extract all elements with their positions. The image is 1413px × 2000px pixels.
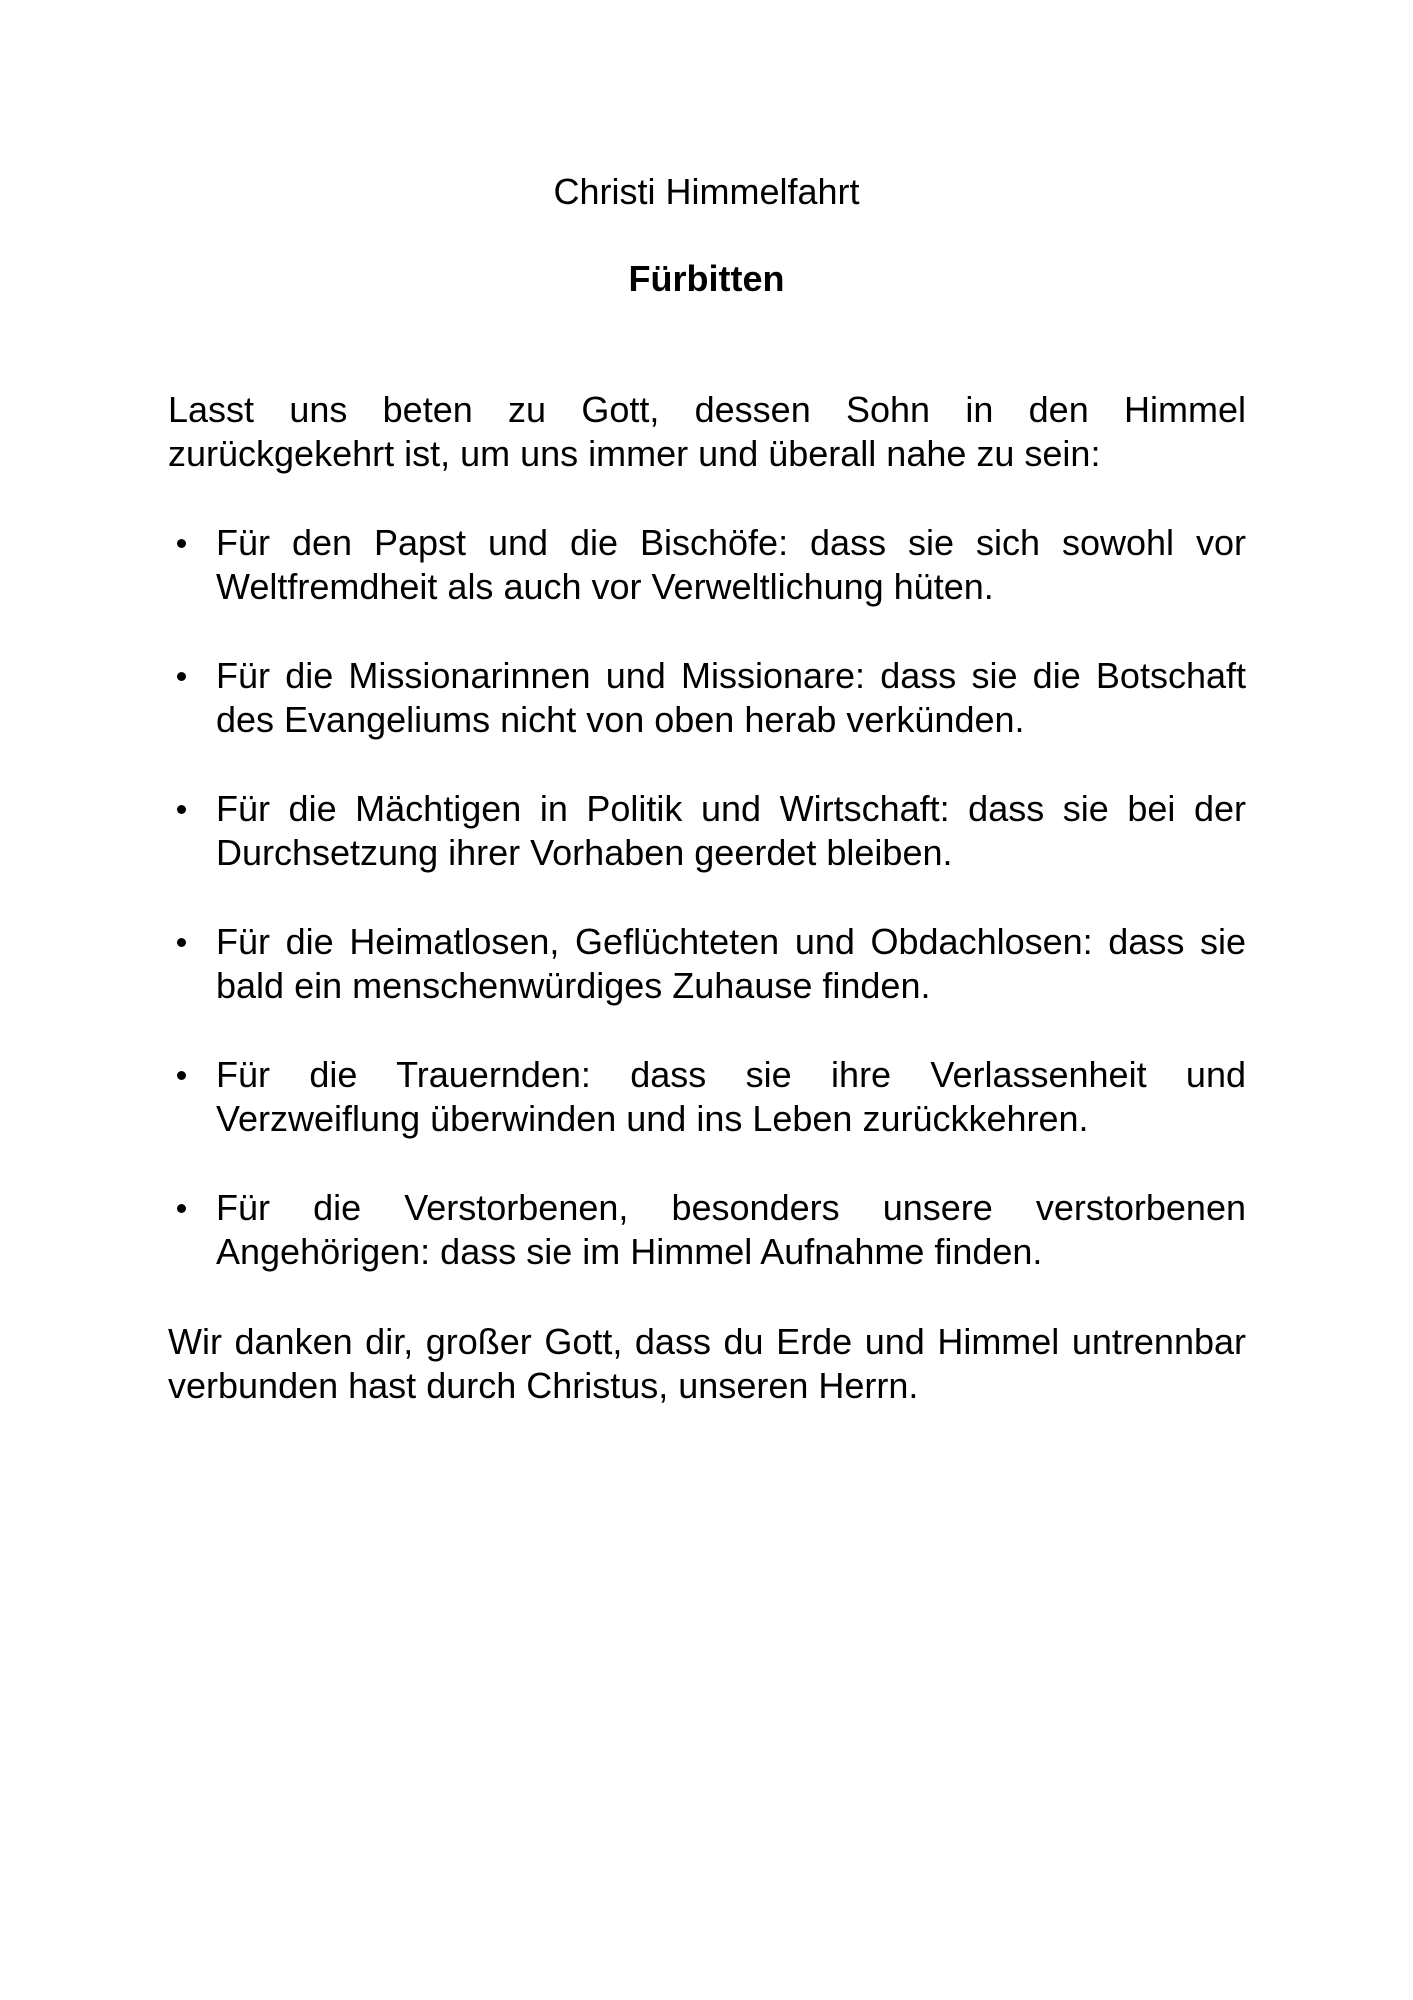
bullet-icon bbox=[177, 805, 186, 814]
occasion-title: Christi Himmelfahrt bbox=[553, 171, 860, 212]
intercession-text: Für die Missionarinnen und Missionare: dass sie die Botschaft des Evangeliums nicht von oben herab verkünden. bbox=[216, 655, 1246, 740]
page-heading: Fürbitten bbox=[628, 258, 785, 299]
list-item bbox=[168, 920, 1246, 1008]
bullet-icon bbox=[177, 1071, 186, 1080]
intercession-text: Für die Trauernden: dass sie ihre Verlassenheit und Verzweiflung überwinden und ins Leben zurückkehren. bbox=[216, 1054, 1246, 1139]
list-item bbox=[168, 1186, 1246, 1274]
bullet-icon bbox=[177, 938, 186, 947]
list-item bbox=[168, 787, 1246, 875]
intercession-text: Für die Heimatlosen, Geflüchteten und Obdachlosen: dass sie bald ein menschenwürdiges Zuhause finden. bbox=[216, 921, 1246, 1006]
intercession-text: Für den Papst und die Bischöfe: dass sie sich sowohl vor Weltfremdheit als auch vor Verweltlichung hüten. bbox=[216, 522, 1246, 607]
intercession-text: Für die Mächtigen in Politik und Wirtschaft: dass sie bei der Durchsetzung ihrer Vorhaben geerdet bleiben. bbox=[216, 788, 1246, 873]
intercession-list bbox=[168, 521, 1246, 1274]
bullet-icon bbox=[177, 1204, 186, 1213]
intercession-text: Für die Verstorbenen, besonders unsere verstorbenen Angehörigen: dass sie im Himmel Aufnahme finden. bbox=[216, 1187, 1246, 1272]
list-item bbox=[168, 654, 1246, 742]
closing-paragraph: Wir danken dir, großer Gott, dass du Erde und Himmel untrennbar verbunden hast durch Christus, unseren Herrn. bbox=[168, 1321, 1246, 1406]
intro-paragraph: Lasst uns beten zu Gott, dessen Sohn in den Himmel zurückgekehrt ist, um uns immer und überall nahe zu sein: bbox=[168, 389, 1246, 474]
bullet-icon bbox=[177, 539, 186, 548]
list-item bbox=[168, 521, 1246, 609]
list-item bbox=[168, 1053, 1246, 1141]
bullet-icon bbox=[177, 672, 186, 681]
